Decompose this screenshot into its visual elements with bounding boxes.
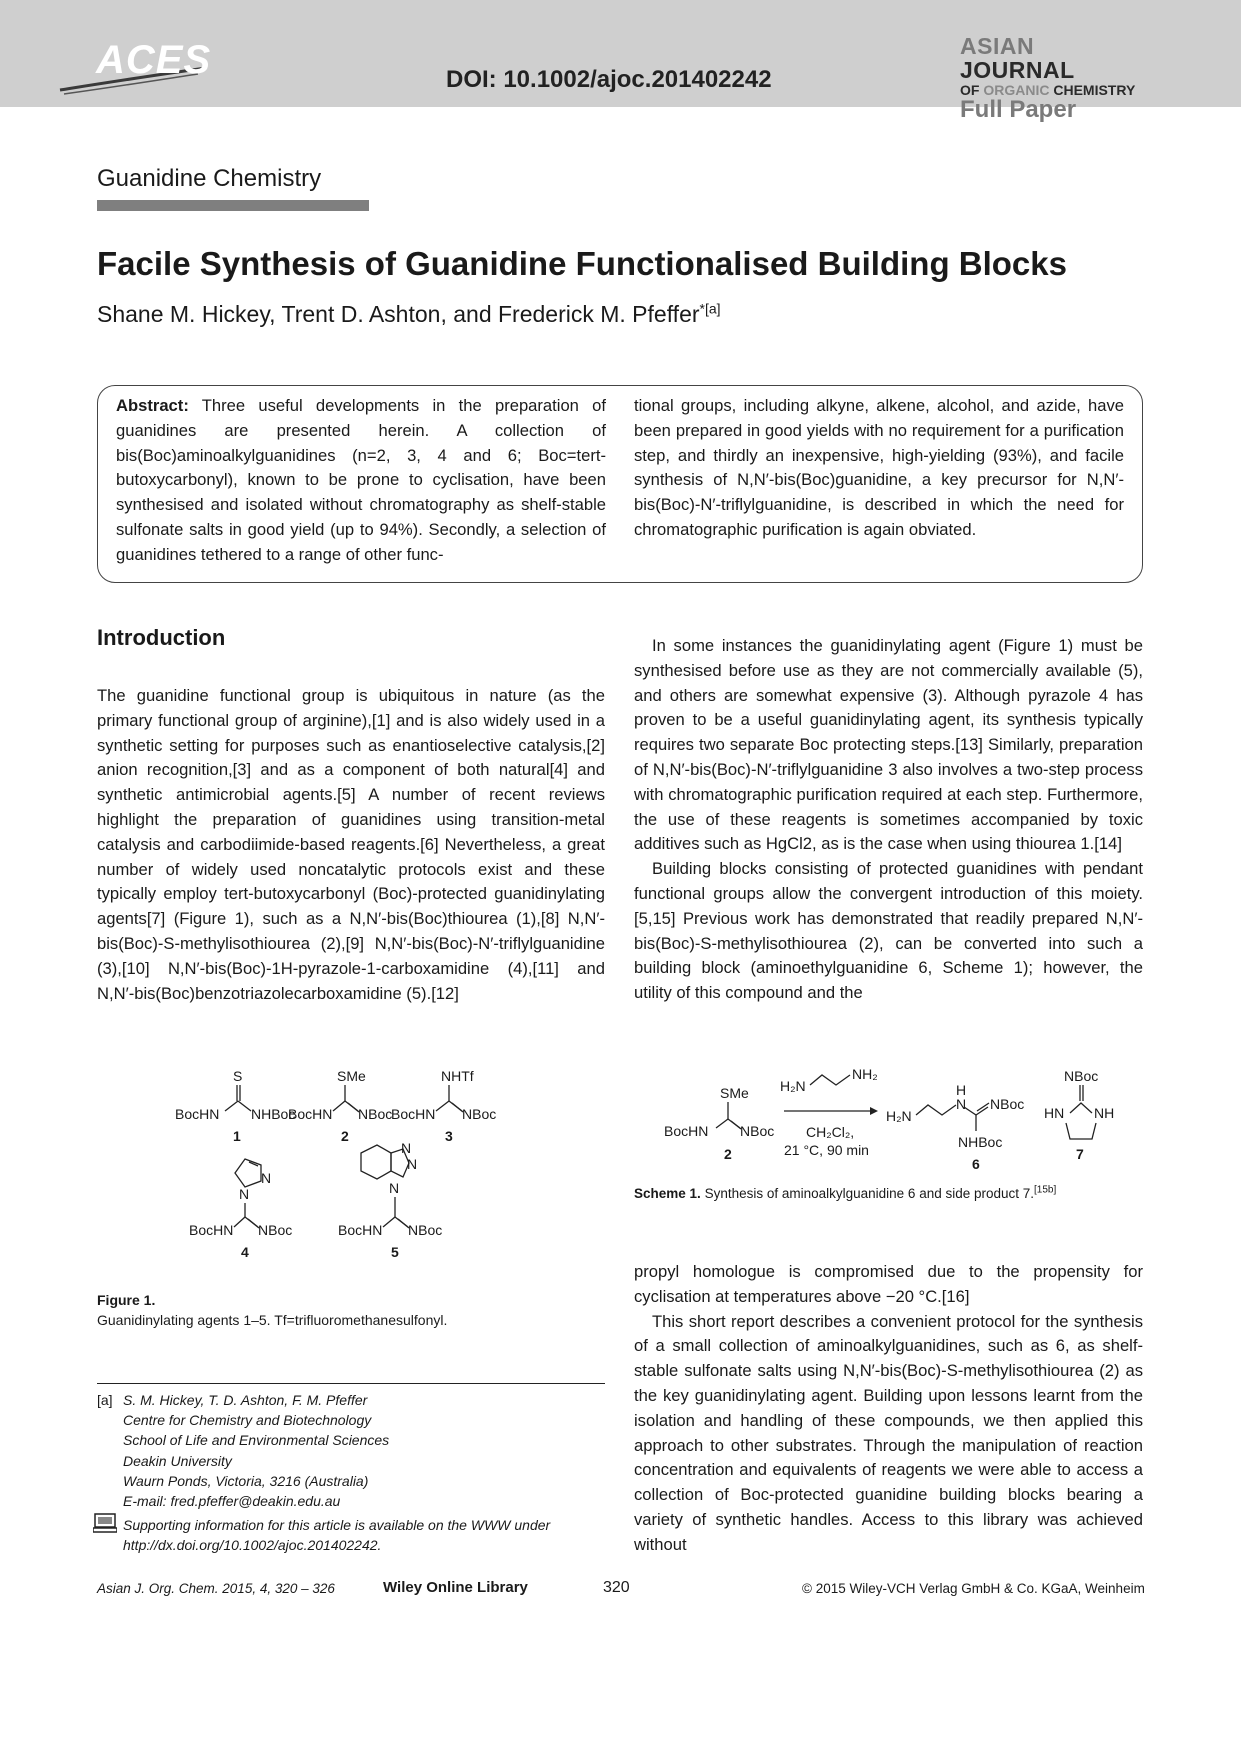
compound-4 — [189, 1159, 292, 1260]
section-label: Guanidine Chemistry — [97, 165, 322, 192]
reagent-ethylenediamine — [780, 1066, 878, 1094]
svg-text:H₂N: H₂N — [886, 1108, 912, 1124]
svg-text:H₂N: H₂N — [780, 1078, 806, 1094]
authors: Shane M. Hickey, Trent D. Ashton, and Frederick M. Pfeffer$^{*[a]}$ — [97, 300, 721, 327]
svg-text:N: N — [239, 1186, 250, 1202]
svg-text:SMe: SMe — [337, 1068, 366, 1084]
intro-heading: Introduction — [97, 625, 226, 650]
svg-text:NBoc: NBoc — [462, 1106, 497, 1122]
svg-text:N: N — [389, 1180, 400, 1196]
svg-text:BocHN: BocHN — [338, 1222, 383, 1238]
article-title: Facile Synthesis of Guanidine Functionalised Building Blocks — [97, 245, 1067, 282]
solvent: CH₂Cl₂, — [806, 1124, 855, 1140]
svg-text:N: N — [407, 1156, 418, 1172]
scheme-1-caption: Scheme 1. Synthesis of aminoalkylguanidine 6 and side product 7.[15b] — [634, 1184, 1057, 1201]
svg-text:BocHN: BocHN — [189, 1222, 234, 1238]
compound-5 — [338, 1140, 442, 1260]
footnote-rule — [97, 1383, 605, 1384]
svg-text:NBoc: NBoc — [258, 1222, 293, 1238]
compound-2 — [288, 1068, 392, 1144]
figure-1 — [165, 1065, 555, 1285]
aces-logo: ACES — [96, 38, 212, 82]
supporting-info: Supporting information for this article is available on the WWW under http://dx.doi.org/10.1002/ajoc.201402242. — [123, 1515, 550, 1555]
compound-3 — [391, 1068, 496, 1144]
scheme-compound-6 — [886, 1082, 1024, 1172]
svg-text:NBoc: NBoc — [358, 1106, 393, 1122]
svg-text:BocHN: BocHN — [175, 1106, 220, 1122]
svg-text:NHBoc: NHBoc — [958, 1134, 1003, 1150]
svg-text:N: N — [956, 1096, 967, 1112]
scheme-compound-7 — [1044, 1068, 1114, 1162]
svg-text:BocHN: BocHN — [664, 1123, 709, 1139]
paper-type: Full Paper — [960, 96, 1077, 123]
wiley-online-library-link[interactable]: Wiley Online Library — [383, 1579, 528, 1596]
scheme-compound-2 — [664, 1085, 774, 1162]
svg-text:6: 6 — [972, 1156, 980, 1172]
page-number: 320 — [603, 1579, 630, 1596]
intro-paragraph-5: This short report describes a convenient protocol for the synthesis of a small collection of aminoalkylguanidines, such as 6, as shelf-stable sulfonate salts using N,N′-bis(Boc)-S-methylisothiourea (2) as the key guanidinylating agent. Building upon lessons learnt from the isolation and handling of these compounds, we then applied this approach to other substrates. Through the manipulation of reaction concentration and equivalents of reagents we were able to access a collection of Boc-protected guanidine building blocks bearing a variety of synthetic handles. Access to this library was achieved without — [634, 1311, 1143, 1554]
supporting-info-link[interactable]: http://dx.doi.org/10.1002/ajoc.201402242. — [123, 1537, 382, 1554]
svg-text:NH₂: NH₂ — [852, 1066, 878, 1082]
journal-logo: ASIAN JOURNAL OF ORGANIC CHEMISTRY Full Paper — [960, 34, 1144, 122]
figure-1-caption: Figure 1. Guanidinylating agents 1–5. Tf=trifluoromethanesulfonyl. — [97, 1292, 448, 1328]
intro-right-lower — [634, 1260, 1143, 1558]
computer-icon — [93, 1512, 117, 1534]
intro-paragraph-3: Building blocks consisting of protected guanidines with pendant functional groups allow the convergent introduction of this moiety.[5,15] Previous work has demonstrated that readily prepared N,N′-bis(Boc)-S-methylisothiourea (2), can be converted into such a building block (aminoethylguanidine 6, Scheme 1); however, the utility of this compound and the — [634, 859, 1143, 1003]
conditions: 21 °C, 90 min — [784, 1142, 869, 1158]
svg-text:NBoc: NBoc — [1064, 1068, 1099, 1084]
svg-text:3: 3 — [445, 1128, 453, 1144]
intro-paragraph-2: In some instances the guanidinylating agent (Figure 1) must be synthesised before use as they are not commercially available (5), and others are somewhat expensive (3). Although pyrazole 4 has proven to be a useful guanidinylating agent, its synthesis typically requires two separate Boc protecting steps.[13] Similarly, preparation of N,N′-bis(Boc)-N′-triflylguanidine 3 also involves a two-step process with chromatographic purification required at each step. Furthermore, the use of these reagents is sometimes accompanied by toxic additives such as HgCl2, as is the case when using thiourea 1.[14] — [634, 636, 1143, 854]
svg-text:SMe: SMe — [720, 1085, 749, 1101]
svg-text:H: H — [956, 1082, 967, 1098]
abstract-right: tional groups, including alkyne, alkene, alcohol, and azide, have been prepared in good yields with no requirement for a purification step, and thirdly an inexpensive, high-yielding (93%), and facile synthesis of N,N′-bis(Boc)guanidine, a key precursor for N,N′-bis(Boc)-N′-triflylguanidine, is described in which the need for chromatographic purification is again obviated. — [634, 396, 1124, 539]
svg-text:1: 1 — [233, 1128, 241, 1144]
svg-text:S: S — [233, 1068, 243, 1084]
svg-text:N: N — [401, 1140, 412, 1156]
intro-right-column — [634, 634, 1143, 1006]
svg-text:NBoc: NBoc — [740, 1123, 775, 1139]
footer-copyright: © 2015 Wiley-VCH Verlag GmbH & Co. KGaA, Weinheim — [802, 1581, 1145, 1596]
svg-text:NHTf: NHTf — [441, 1068, 474, 1084]
svg-text:2: 2 — [724, 1146, 732, 1162]
svg-text:BocHN: BocHN — [288, 1106, 333, 1122]
affiliation-footnote: [a] S. M. Hickey, T. D. Ashton, F. M. Pfeffer Centre for Chemistry and Biotechnology School of Life and Environmental Sciences Deakin University Waurn Ponds, Victoria, 3216 (Australia) E-mail: fred.pfeffer@deakin.edu.au — [97, 1392, 390, 1510]
svg-text:NBoc: NBoc — [408, 1222, 443, 1238]
svg-text:NHBoc: NHBoc — [251, 1106, 296, 1122]
svg-text:2: 2 — [341, 1128, 349, 1144]
svg-text:N: N — [261, 1170, 272, 1186]
doi: DOI: 10.1002/ajoc.201402242 — [446, 66, 772, 93]
svg-text:BocHN: BocHN — [391, 1106, 436, 1122]
footer-citation: Asian J. Org. Chem. 2015, 4, 320 – 326 — [97, 1581, 335, 1596]
svg-text:5: 5 — [391, 1244, 399, 1260]
svg-text:4: 4 — [241, 1244, 249, 1260]
arrow-head-icon — [870, 1107, 878, 1115]
compound-1 — [175, 1068, 295, 1144]
section-bar — [97, 200, 369, 211]
svg-text:NH: NH — [1094, 1105, 1115, 1121]
intro-paragraph-1: The guanidine functional group is ubiquitous in nature (as the primary functional group of arginine),[1] and is also widely used in a synthetic setting for purposes such as enantioselective catalysis,[2] anion recognition,[3] and as a component of both natural[4] and synthetic antimicrobial agents.[5] A number of recent reviews highlight the preparation of guanidines using transition-metal catalysis and carbodiimide-based reagents.[6] Nevertheless, a great number of widely used noncatalytic protocols exist and these typically employ tert-butoxycarbonyl (Boc)-protected guanidinylating agents[7] (Figure 1), such as a N,N′-bis(Boc)thiourea (1),[8] N,N′-bis(Boc)-S-methylisothiourea (2),[9] N,N′-bis(Boc)-N′-triflylguanidine (3),[10] N,N′-bis(Boc)-1H-pyrazole-1-carboxamidine (4),[11] and N,N′-bis(Boc)benzotriazolecarboxamidine (5).[12] — [97, 686, 605, 1003]
svg-text:NBoc: NBoc — [990, 1096, 1025, 1112]
svg-text:HN: HN — [1044, 1105, 1065, 1121]
abstract-left: Abstract: Three useful developments in the preparation of guanidines are presented herein. A collection of bis(Boc)aminoalkylguanidines (n=2, 3, 4 and 6; Boc=tert-butoxycarbonyl), known to be prone to cyclisation, have been synthesised and isolated without chromatography as shelf-stable sulfonate salts in good yield (up to 94%). Secondly, a selection of guanidines tethered to a range of other func- — [116, 396, 606, 564]
scheme-1 — [660, 1065, 1140, 1175]
intro-paragraph-4: propyl homologue is compromised due to the propensity for cyclisation at temperatures above −20 °C.[16] — [634, 1262, 1143, 1306]
svg-text:7: 7 — [1076, 1146, 1084, 1162]
